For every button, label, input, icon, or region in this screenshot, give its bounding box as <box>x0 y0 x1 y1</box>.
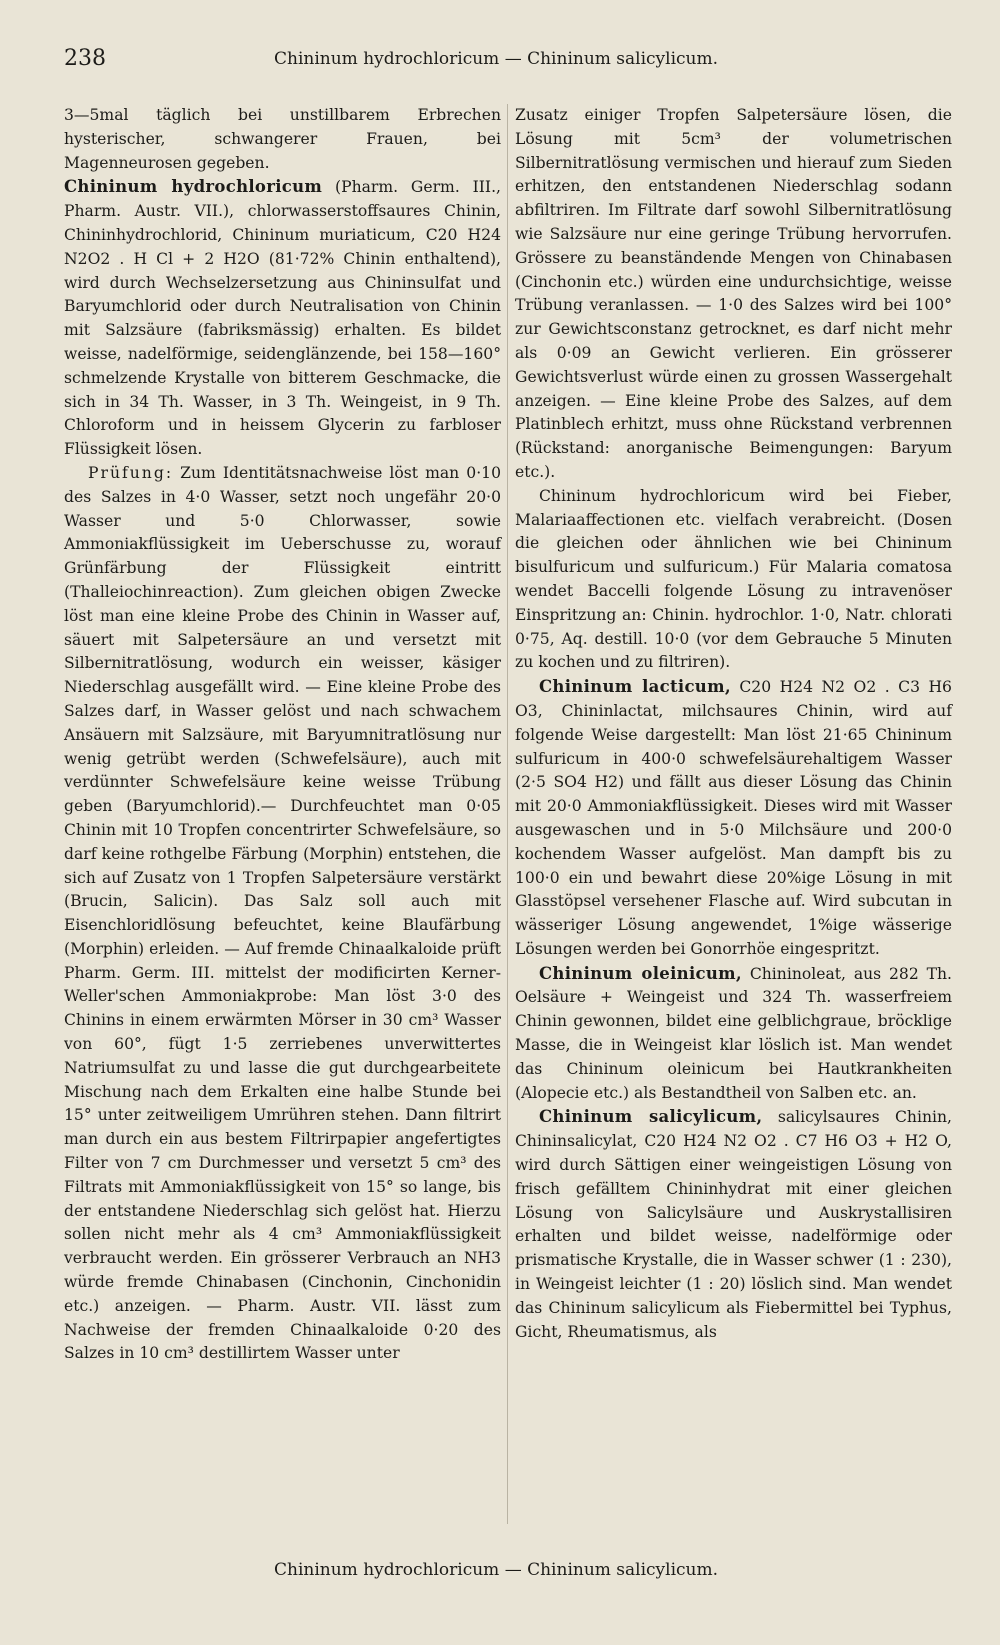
paragraph: Chininum hydrochloricum wird bei Fieber, Malariaaffectionen etc. vielfach verabreicht. (Dosen die gleichen oder ähnlichen wie bei Chininum bisulfuricum und sulfuricum.) Für Malaria comatosa wendet Baccelli folgende Lösung zu intravenöser Einspritzung an: Chinin. hydrochlor. 1·0, Natr. chlorati 0·75, Aq. destill. 10·0 (vor dem Gebrauche 5 Minuten zu kochen und zu filtriren). <box>515 486 952 672</box>
running-head <box>0 46 1000 76</box>
entry-heading: Chininum lacticum, <box>539 677 731 697</box>
paragraph: 3—5mal täglich bei unstillbarem Erbrechen hysterischer, schwangerer Frauen, bei Magenneurosen gegeben. <box>64 106 501 172</box>
entry-chininum-salicylicum <box>515 1105 952 1344</box>
entry-text: (Pharm. Germ. III., Pharm. Austr. VII.), chlorwasserstoffsaures Chinin, Chininhydrochlorid, Chininum muriaticum, C20 H24 N2O2 . H Cl + 2 H2O (81·72% Chinin enthaltend), wird durch Wechselzersetzung aus Chininsulfat und Baryumchlorid oder durch Neutralisation von Chinin mit Salzsäure (fabriksmässig) erhalten. Es bildet weisse, nadelförmige, seidenglänzende, bei 158—160° schmelzende Krystalle von bitterem Geschmacke, die sich in 34 Th. Wasser, in 3 Th. Weingeist, in 9 Th. Chloroform und in heissem Glycerin zu farbloser Flüssigkeit lösen. <box>64 178 501 459</box>
entry-heading: Chininum salicylicum, <box>539 1107 763 1127</box>
pruefung-label: Prüfung: <box>88 463 174 482</box>
entry-heading: Chininum hydrochloricum <box>64 177 323 197</box>
entry-chininum-hydrochloricum <box>64 175 501 462</box>
paragraph-pruefung <box>64 462 501 1366</box>
entry-text: salicylsaures Chinin, Chininsalicylat, C20 H24 N2 O2 . C7 H6 O3 + H2 O, wird durch Sättigen einer weingeistigen Lösung von frisch gefälltem Chininhydrat mit einer gleichen Lösung von Salicylsäure und Auskrystallisiren erhalten und bildet weisse, nadelförmige oder prismatische Krystalle, die in Wasser schwer (1 : 230), in Weingeist leichter (1 : 20) löslich sind. Man wendet das Chininum salicylicum als Fiebermittel bei Typhus, Gicht, Rheumatismus, als <box>515 1108 952 1341</box>
entry-text: C20 H24 N2 O2 . C3 H6 O3, Chininlactat, milchsaures Chinin, wird auf folgende Weise dargestellt: Man löst 21·65 Chininum sulfuricum in 400·0 schwefelsäurehaltigem Wasser (2·5 SO4 H2) und fällt aus dieser Lösung das Chinin mit 20·0 Ammoniakflüssigkeit. Dieses wird mit Wasser ausgewaschen und in 5·0 Milchsäure und 200·0 kochendem Wasser aufgelöst. Man dampft bis zu 100·0 ein und bewahrt diese 20%ige Lösung in mit Glasstöpsel versehener Flasche auf. Wird subcutan in wässeriger Lösung angewendet, 1%ige wässerige Lösungen werden bei Gonorrhöe eingespritzt. <box>515 678 952 958</box>
column-divider <box>507 104 508 1524</box>
entry-chininum-oleinicum <box>515 962 952 1106</box>
left-column <box>64 104 501 1366</box>
entry-text: Chininoleat, aus 282 Th. Oelsäure + Weingeist und 324 Th. wasserfreiem Chinin gewonnen, bildet eine gelblichgraue, bröcklige Masse, die in Weingeist klar löslich ist. Man wendet das Chininum oleinicum bei Hautkrankheiten (Alopecie etc.) als Bestandtheil von Salben etc. an. <box>515 964 952 1102</box>
footer-catchline: Chininum hydrochloricum — Chininum salicylicum. <box>274 1560 719 1580</box>
right-column <box>515 104 952 1344</box>
entry-chininum-lacticum <box>515 675 952 962</box>
running-title: Chininum hydrochloricum — Chininum salicylicum. <box>274 49 719 69</box>
pruefung-text: Zum Identitätsnachweise löst man 0·10 des Salzes in 4·0 Wasser, setzt noch ungefähr 20·0 Wasser und 5·0 Chlorwasser, sowie Ammoniakflüssigkeit im Ueberschusse zu, worauf Grünfärbung der Flüssigkeit eintritt (Thalleiochinreaction). Zum gleichen obigen Zwecke löst man eine kleine Probe des Chinin in Wasser auf, säuert mit Salpetersäure an und versetzt mit Silbernitratlösung, wodurch ein weisser, käsiger Niederschlag ausgefällt wird. — Eine kleine Probe des Salzes darf, in Wasser gelöst und nach schwachem Ansäuern mit Salzsäure, mit Baryumnitratlösung nur wenig getrübt werden (Schwefelsäure), auch mit verdünnter Schwefelsäure keine weisse Trübung geben (Baryumchlorid).— Durchfeuchtet man 0·05 Chinin mit 10 Tropfen concentrirter Schwefelsäure, so darf keine rothgelbe Färbung (Morphin) entstehen, die sich auf Zusatz von 1 Tropfen Salpetersäure verstärkt (Brucin, Salicin). Das Salz soll auch mit Eisenchloridlösung befeuchtet, keine Blaufärbung (Morphin) erleiden. — Auf fremde Chinaalkaloide prüft Pharm. Germ. III. mittelst der modificirten Kerner-Weller'schen Ammoniakprobe: Man löst 3·0 des Chinins in einem erwärmten Mörser in 30 cm³ Wasser von 60°, fügt 1·5 zerriebenes unverwittertes Natriumsulfat zu und lasse die gut durchgearbeitete Mischung nach dem Erkalten eine halbe Stunde bei 15° unter zeitweiligem Umrühren stehen. Dann filtrirt man durch ein aus bestem Filtrirpapier angefertigtes Filter von 7 cm Durchmesser und versetzt 5 cm³ des Filtrats mit Ammoniakflüssigkeit von 15° so lange, bis der entstandene Niederschlag sich gelöst hat. Hierzu sollen nicht mehr als 4 cm³ Ammoniakflüssigkeit verbraucht werden. Ein grösserer Verbrauch an NH3 würde fremde Chinabasen (Cinchonin, Cinchonidin etc.) anzeigen. — Pharm. Austr. VII. lässt zum Nachweise der fremden Chinaalkaloide 0·20 des Salzes in 10 cm³ destillirtem Wasser unter <box>64 463 501 1363</box>
page-number: 238 <box>64 46 106 71</box>
entry-heading: Chininum oleinicum, <box>539 963 742 983</box>
paragraph: Zusatz einiger Tropfen Salpetersäure lösen, die Lösung mit 5cm³ der volumetrischen Silbernitratlösung vermischen und hierauf zum Sieden erhitzen, den entstandenen Niederschlag sodann abfiltriren. Im Filtrate darf sowohl Silbernitratlösung wie Salzsäure nur eine geringe Trübung hervorrufen. Grössere zu beanständende Mengen von Chinabasen (Cinchonin etc.) würden eine undurchsichtige, weisse Trübung veranlassen. — 1·0 des Salzes wird bei 100° zur Gewichtsconstanz getrocknet, es darf nicht mehr als 0·09 an Gewicht verlieren. Ein grösserer Gewichtsverlust würde einen zu grossen Wassergehalt anzeigen. — Eine kleine Probe des Salzes, auf dem Platinblech erhitzt, muss ohne Rückstand verbrennen (Rückstand: anorganische Beimengungen: Baryum etc.). <box>515 106 952 481</box>
